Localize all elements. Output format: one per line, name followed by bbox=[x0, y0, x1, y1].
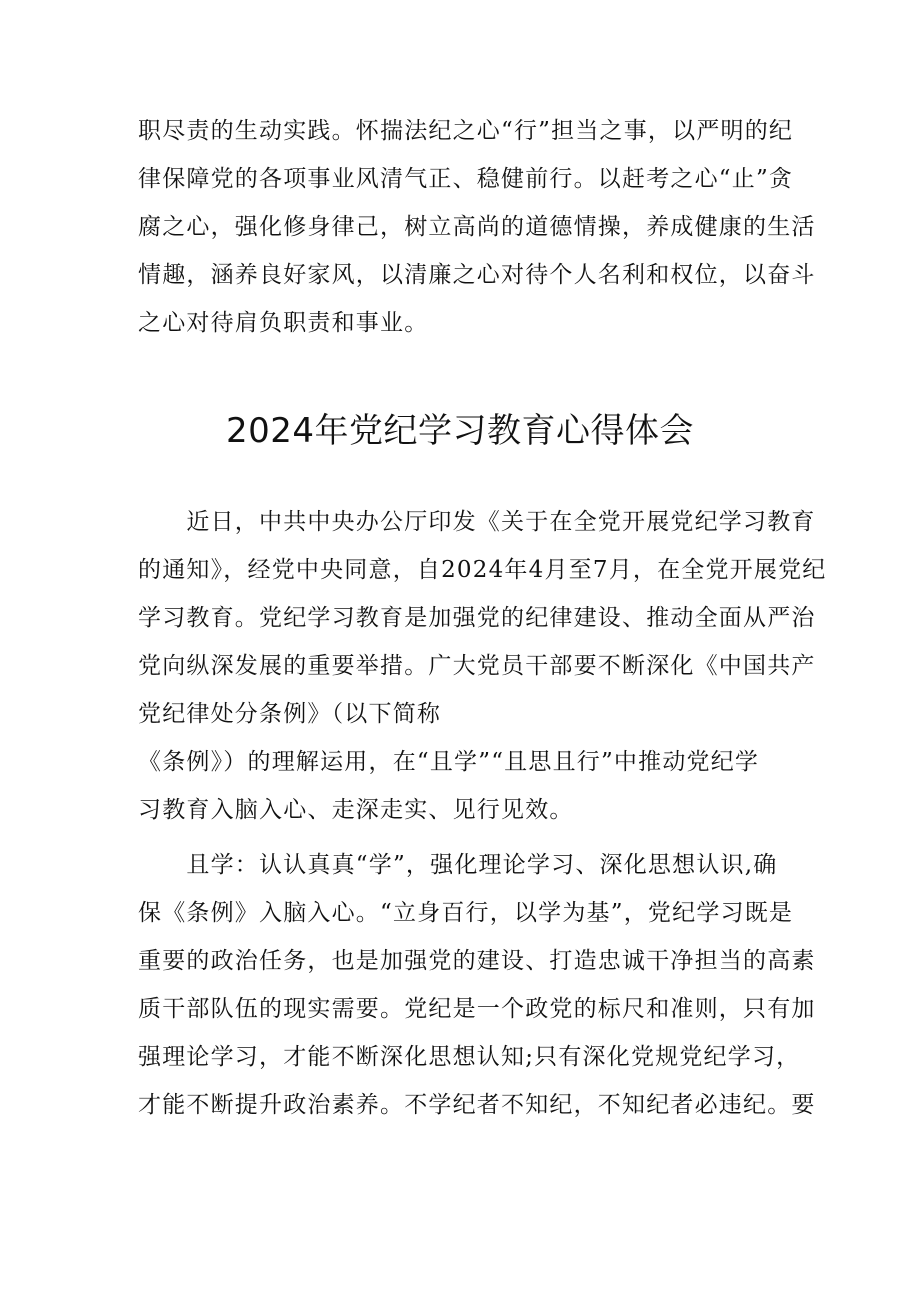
text-line: 党向纵深发展的重要举措。广大党员干部要不断深化《中国共产 bbox=[138, 653, 816, 679]
text-line: 《条例》）的理解运用，在“且学”“且思且行”中推动党纪学 bbox=[138, 749, 760, 775]
paragraph-qiexue bbox=[138, 841, 816, 1129]
text-line: 近日，中共中央办公厅印发《关于在全党开展党纪学习教育 bbox=[138, 509, 816, 535]
text-line: 之心对待肩负职责和事业。 bbox=[138, 310, 429, 336]
text-line: 情趣，涵养良好家风，以清廉之心对待个人名利和权位，以奋斗 bbox=[138, 262, 816, 288]
text-line: 习教育入脑入心、走深走实、见行见效。 bbox=[138, 797, 574, 823]
text-line: 律保障党的各项事业风清气正、稳健前行。以赶考之心“止”贪 bbox=[138, 166, 794, 192]
text-line: 且学：认认真真“学”，强化理论学习、深化思想认识,确 bbox=[138, 852, 778, 878]
continuation-paragraph bbox=[138, 107, 816, 347]
text-line: 职尽责的生动实践。怀揣法纪之心“行”担当之事，以严明的纪 bbox=[138, 118, 794, 144]
text-line: 保《条例》入脑入心。“立身百行，以学为基”，党纪学习既是 bbox=[138, 900, 794, 926]
text-line: 的通知》，经党中央同意，自2024年4月至7月，在全党开展党纪 bbox=[138, 557, 827, 583]
text-line: 党纪律处分条例》（以下简称 bbox=[138, 701, 442, 727]
text-line: 才能不断提升政治素养。不学纪者不知纪，不知纪者必违纪。要 bbox=[138, 1092, 816, 1118]
text-line: 重要的政治任务，也是加强党的建设、打造忠诚干净担当的高素 bbox=[138, 948, 816, 974]
text-line: 腐之心，强化修身律己，树立高尚的道德情操，养成健康的生活 bbox=[138, 214, 816, 240]
text-line: 学习教育。党纪学习教育是加强党的纪律建设、推动全面从严治 bbox=[138, 605, 816, 631]
text-line: 强理论学习，才能不断深化思想认知;只有深化党规党纪学习， bbox=[138, 1044, 801, 1070]
text-line: 质干部队伍的现实需要。党纪是一个政党的标尺和准则，只有加 bbox=[138, 996, 816, 1022]
article-title: 2024年党纪学习教育心得体会 bbox=[225, 411, 695, 451]
paragraph-intro bbox=[138, 498, 827, 834]
